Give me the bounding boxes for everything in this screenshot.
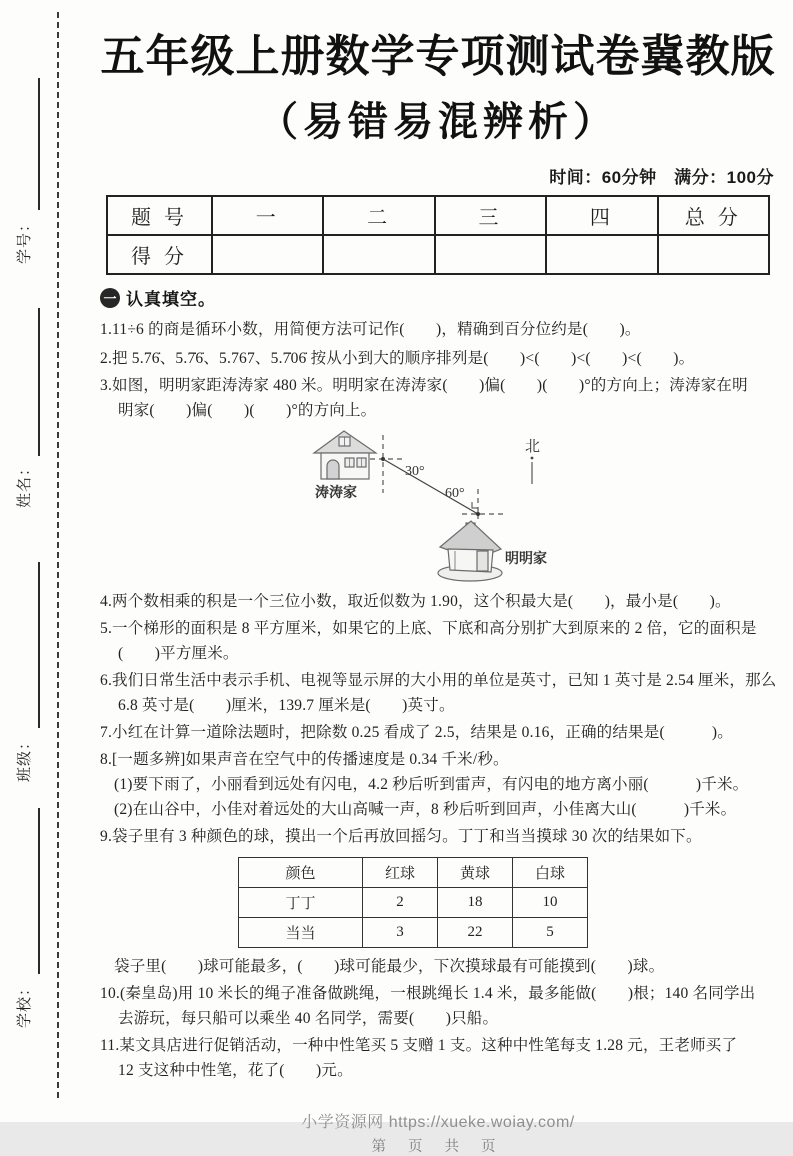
- score-col-2: 二: [323, 196, 434, 235]
- ball-col-yellow: 黄球: [438, 858, 513, 888]
- ball-col-white: 白球: [513, 858, 588, 888]
- angle-corner-mark: [472, 502, 478, 508]
- content-column: [100, 0, 776, 1156]
- question-1: [100, 317, 776, 342]
- question-line: 2.把 5.76̇、5.7̇6̇、5.767、5.7̇06̇ 按从小到大的顺序排列是( )<( )<( )<( )。: [100, 350, 695, 367]
- question-3: [100, 373, 776, 423]
- sidebar-blank-line: [38, 808, 40, 974]
- question-9: [100, 824, 776, 849]
- sidebar-field-class: 班级：: [17, 734, 33, 783]
- mingming-house-icon: [438, 521, 502, 581]
- question-line: 10.(秦皇岛)用 10 米长的绳子准备做跳绳，一根跳绳长 1.4 米，最多能做( )根；140 名同学出: [100, 985, 756, 1002]
- question-11: [100, 1033, 776, 1083]
- question-line: 明家( )偏( )( )°的方向上。: [118, 402, 377, 419]
- north-arrow: [525, 438, 540, 484]
- question-line: (2)在山谷中，小佳对着远处的大山高喊一声，8 秒后听到回声，小佳离大山( )千米。: [114, 801, 737, 818]
- seal-dashed-line: [57, 12, 59, 1098]
- question-line: 4.两个数相乘的积是一个三位小数，取近似数为 1.90，这个积最大是( )，最小是( )。: [100, 593, 731, 610]
- exam-meta: 时间：60分钟 满分：100分: [549, 168, 774, 187]
- page-title: 五年级上册数学专项测试卷冀教版: [100, 32, 776, 81]
- ball-cell: 3: [363, 918, 438, 948]
- score-value-row: [107, 235, 769, 274]
- ball-col-color: 颜色: [239, 858, 363, 888]
- question-line: 8.[一题多辨]如果声音在空气中的传播速度是 0.34 千米/秒。: [100, 751, 509, 768]
- score-cell-empty: [212, 235, 323, 274]
- score-cell-empty: [658, 235, 769, 274]
- score-col-label: 题 号: [107, 196, 212, 235]
- ball-table-header-row: [239, 858, 588, 888]
- question-line: 去游玩，每只船可以乘坐 40 名同学，需要( )只船。: [118, 1010, 499, 1027]
- question-line: (1)要下雨了，小丽看到远处有闪电，4.2 秒后听到雷声，有闪电的地方离小丽( )千米。: [114, 776, 749, 793]
- ball-row-name: 当当: [239, 918, 363, 948]
- question-10: [100, 981, 776, 1031]
- ball-table-row-dingding: [239, 888, 588, 918]
- question-line: 11.某文具店进行促销活动，一种中性笔买 5 支赠 1 支。这种中性笔每支 1.28 元，王老师买了: [100, 1037, 738, 1054]
- direction-diagram: [285, 427, 695, 587]
- ball-row-name: 丁丁: [239, 888, 363, 918]
- direction-diagram-svg: [285, 427, 695, 587]
- angle-30-label: 30°: [405, 464, 425, 479]
- north-label: 北: [525, 439, 541, 455]
- sidebar-field-school: 学校：: [17, 980, 33, 1029]
- question-9-continuation: [100, 954, 776, 979]
- question-line: 5.一个梯形的面积是 8 平方厘米，如果它的上底、下底和高分别扩大到原来的 2 倍，它的面积是: [100, 620, 757, 637]
- ball-col-red: 红球: [363, 858, 438, 888]
- sidebar-blank-line: [38, 562, 40, 728]
- question-line: 7.小红在计算一道除法题时，把除数 0.25 看成了 2.5，结果是 0.16，正确的结果是( )。: [100, 724, 733, 741]
- section-one-icon: 一: [100, 288, 120, 308]
- section-one-header: [100, 285, 776, 310]
- ball-cell: 5: [513, 918, 588, 948]
- page-subtitle: （易错易混辨析）: [258, 100, 618, 144]
- section-one-title: 认真填空。: [126, 290, 216, 309]
- question-6: [100, 668, 776, 718]
- question-5: [100, 616, 776, 666]
- score-cell-empty: [435, 235, 546, 274]
- footer-site-text: 小学资源网 https://xueke.woiay.com/: [301, 1114, 575, 1131]
- question-line: 1.11÷6 的商是循环小数，用简便方法可记作( )，精确到百分位约是( )。: [100, 321, 641, 338]
- sidebar-blank-line: [38, 78, 40, 210]
- sidebar-field-name: 姓名：: [17, 460, 33, 509]
- ball-count-table: [238, 857, 588, 948]
- taotao-house-label: 涛涛家: [315, 486, 357, 501]
- sidebar-field-student-no: 学号：: [17, 216, 33, 265]
- score-table: [106, 195, 770, 275]
- ball-cell: 2: [363, 888, 438, 918]
- ball-cell: 22: [438, 918, 513, 948]
- score-header-row: [107, 196, 769, 235]
- footer-page-label: 第 页 共 页: [371, 1139, 505, 1155]
- mingming-point: [476, 512, 480, 516]
- angle-60-label: 60°: [445, 486, 465, 501]
- question-line: ( )平方厘米。: [118, 645, 239, 662]
- page-footer: [100, 1109, 776, 1156]
- question-line: 6.8 英寸是( )厘米，139.7 厘米是( )英寸。: [118, 697, 455, 714]
- question-8: [100, 747, 776, 822]
- ball-cell: 10: [513, 888, 588, 918]
- question-line: 6.我们日常生活中表示手机、电视等显示屏的大小用的单位是英寸，已知 1 英寸是 2.54 厘米，那么: [100, 672, 777, 689]
- sidebar-blank-line: [38, 308, 40, 456]
- score-row-label: 得 分: [107, 235, 212, 274]
- ball-cell: 18: [438, 888, 513, 918]
- question-4: [100, 589, 776, 614]
- score-col-total: 总 分: [658, 196, 769, 235]
- question-2: [100, 344, 776, 371]
- score-cell-empty: [323, 235, 434, 274]
- question-line: 袋子里( )球可能最多，( )球可能最少，下次摸球最有可能摸到( )球。: [114, 958, 665, 975]
- question-7: [100, 720, 776, 745]
- taotao-house-icon: [314, 431, 376, 479]
- score-col-4: 四: [546, 196, 657, 235]
- score-col-1: 一: [212, 196, 323, 235]
- question-line: 12 支这种中性笔，花了( )元。: [118, 1062, 353, 1079]
- question-line: 9.袋子里有 3 种颜色的球，摸出一个后再放回摇匀。丁丁和当当摸球 30 次的结果如下。: [100, 828, 702, 845]
- ball-table-row-dangdang: [239, 918, 588, 948]
- mingming-house-label: 明明家: [505, 552, 547, 567]
- score-cell-empty: [546, 235, 657, 274]
- question-line: 3.如图，明明家距涛涛家 480 米。明明家在涛涛家( )偏( )( )°的方向上；涛涛家在明: [100, 377, 748, 394]
- score-col-3: 三: [435, 196, 546, 235]
